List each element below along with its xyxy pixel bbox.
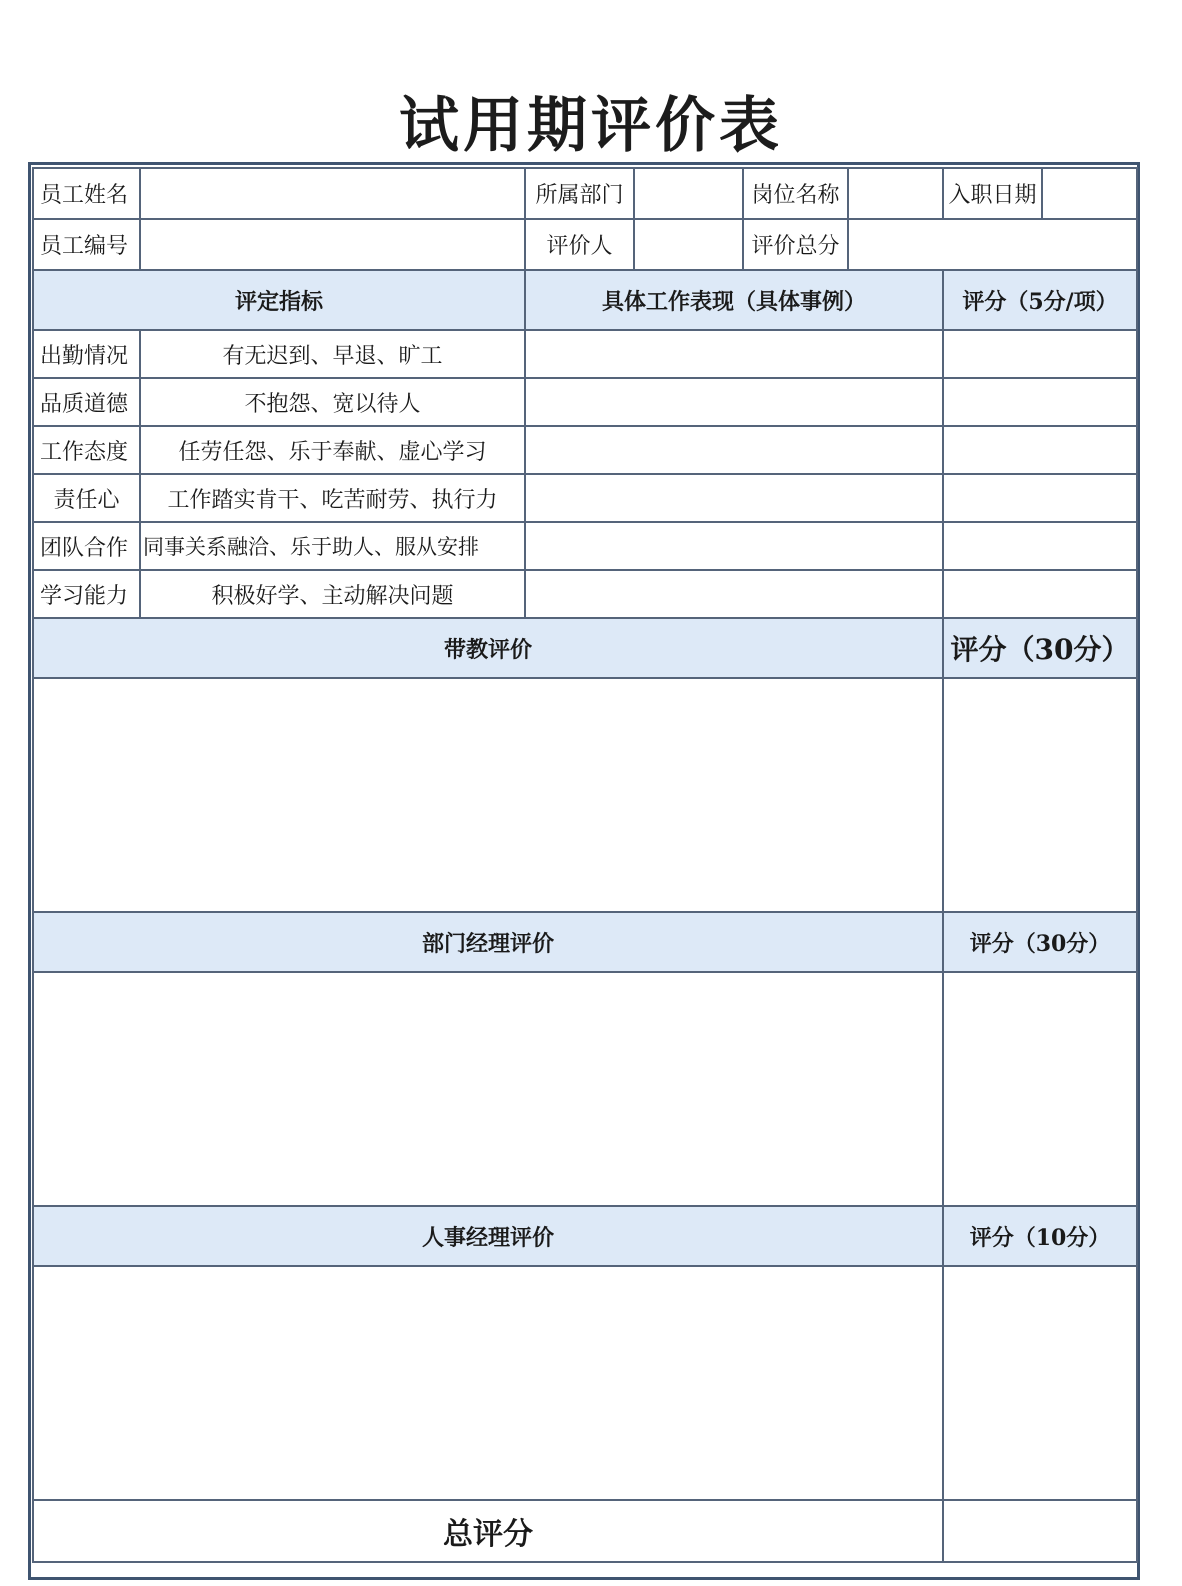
criteria-desc: 同事关系融洽、乐于助人、服从安排: [140, 522, 525, 570]
total-score-title: 总评分: [33, 1500, 943, 1562]
performance-header: 具体工作表现（具体事例）: [525, 270, 943, 330]
department-field[interactable]: [634, 168, 743, 219]
dept-manager-evaluation-title: 部门经理评价: [33, 912, 943, 972]
criteria-name: 品质道德: [33, 378, 140, 426]
criteria-row: [33, 426, 1137, 474]
hr-manager-score-field[interactable]: [943, 1266, 1137, 1500]
criteria-name: 团队合作: [33, 522, 140, 570]
mentor-evaluation-body: [33, 678, 1137, 912]
hr-manager-evaluation-body: [33, 1266, 1137, 1500]
criteria-performance-field[interactable]: [525, 522, 943, 570]
dept-manager-score-label: 评分（30分）: [943, 912, 1137, 972]
criteria-score-field[interactable]: [943, 426, 1137, 474]
criteria-performance-field[interactable]: [525, 426, 943, 474]
criteria-desc: 任劳任怨、乐于奉献、虚心学习: [140, 426, 525, 474]
criteria-desc: 积极好学、主动解决问题: [140, 570, 525, 618]
criteria-row: [33, 570, 1137, 618]
mentor-evaluation-header-row: [33, 618, 1137, 678]
total-score-field[interactable]: [848, 219, 1137, 270]
dept-manager-evaluation-field[interactable]: [33, 972, 943, 1206]
info-row-2: [33, 219, 1137, 270]
criteria-desc: 有无迟到、早退、旷工: [140, 330, 525, 378]
position-label: 岗位名称: [743, 168, 848, 219]
criteria-score-field[interactable]: [943, 474, 1137, 522]
criteria-performance-field[interactable]: [525, 330, 943, 378]
criteria-header-row: [33, 270, 1137, 330]
criteria-desc: 不抱怨、宽以待人: [140, 378, 525, 426]
mentor-evaluation-field[interactable]: [33, 678, 943, 912]
criteria-performance-field[interactable]: [525, 378, 943, 426]
employee-id-label: 员工编号: [33, 219, 140, 270]
criteria-row: [33, 378, 1137, 426]
total-score-value-field[interactable]: [943, 1500, 1137, 1562]
hire-date-field[interactable]: [1042, 168, 1137, 219]
criteria-name: 出勤情况: [33, 330, 140, 378]
total-score-row: [33, 1500, 1137, 1562]
employee-name-field[interactable]: [140, 168, 525, 219]
employee-name-label: 员工姓名: [33, 168, 140, 219]
indicator-header: 评定指标: [33, 270, 525, 330]
criteria-row: [33, 522, 1137, 570]
criteria-score-field[interactable]: [943, 378, 1137, 426]
criteria-score-field[interactable]: [943, 330, 1137, 378]
evaluation-form: [32, 167, 1138, 1563]
hr-manager-evaluation-field[interactable]: [33, 1266, 943, 1500]
dept-manager-evaluation-header-row: [33, 912, 1137, 972]
criteria-score-header: 评分（5分/项）: [943, 270, 1137, 330]
position-field[interactable]: [848, 168, 943, 219]
dept-manager-evaluation-body: [33, 972, 1137, 1206]
criteria-name: 学习能力: [33, 570, 140, 618]
mentor-score-field[interactable]: [943, 678, 1137, 912]
criteria-row: [33, 474, 1137, 522]
total-score-label: 评价总分: [743, 219, 848, 270]
dept-manager-score-field[interactable]: [943, 972, 1137, 1206]
criteria-name: 责任心: [33, 474, 140, 522]
criteria-score-field[interactable]: [943, 522, 1137, 570]
page-title: 试用期评价表: [399, 91, 783, 161]
info-row-1: [33, 168, 1137, 219]
criteria-name: 工作态度: [33, 426, 140, 474]
mentor-evaluation-title: 带教评价: [33, 618, 943, 678]
criteria-performance-field[interactable]: [525, 570, 943, 618]
criteria-score-field[interactable]: [943, 570, 1137, 618]
hire-date-label: 入职日期: [943, 168, 1042, 219]
department-label: 所属部门: [525, 168, 634, 219]
evaluator-label: 评价人: [525, 219, 634, 270]
hr-manager-evaluation-header-row: [33, 1206, 1137, 1266]
criteria-desc: 工作踏实肯干、吃苦耐劳、执行力: [140, 474, 525, 522]
mentor-score-label: 评分（30分）: [943, 618, 1137, 678]
criteria-performance-field[interactable]: [525, 474, 943, 522]
criteria-row: [33, 330, 1137, 378]
hr-manager-evaluation-title: 人事经理评价: [33, 1206, 943, 1266]
employee-id-field[interactable]: [140, 219, 525, 270]
evaluator-field[interactable]: [634, 219, 743, 270]
hr-manager-score-label: 评分（10分）: [943, 1206, 1137, 1266]
